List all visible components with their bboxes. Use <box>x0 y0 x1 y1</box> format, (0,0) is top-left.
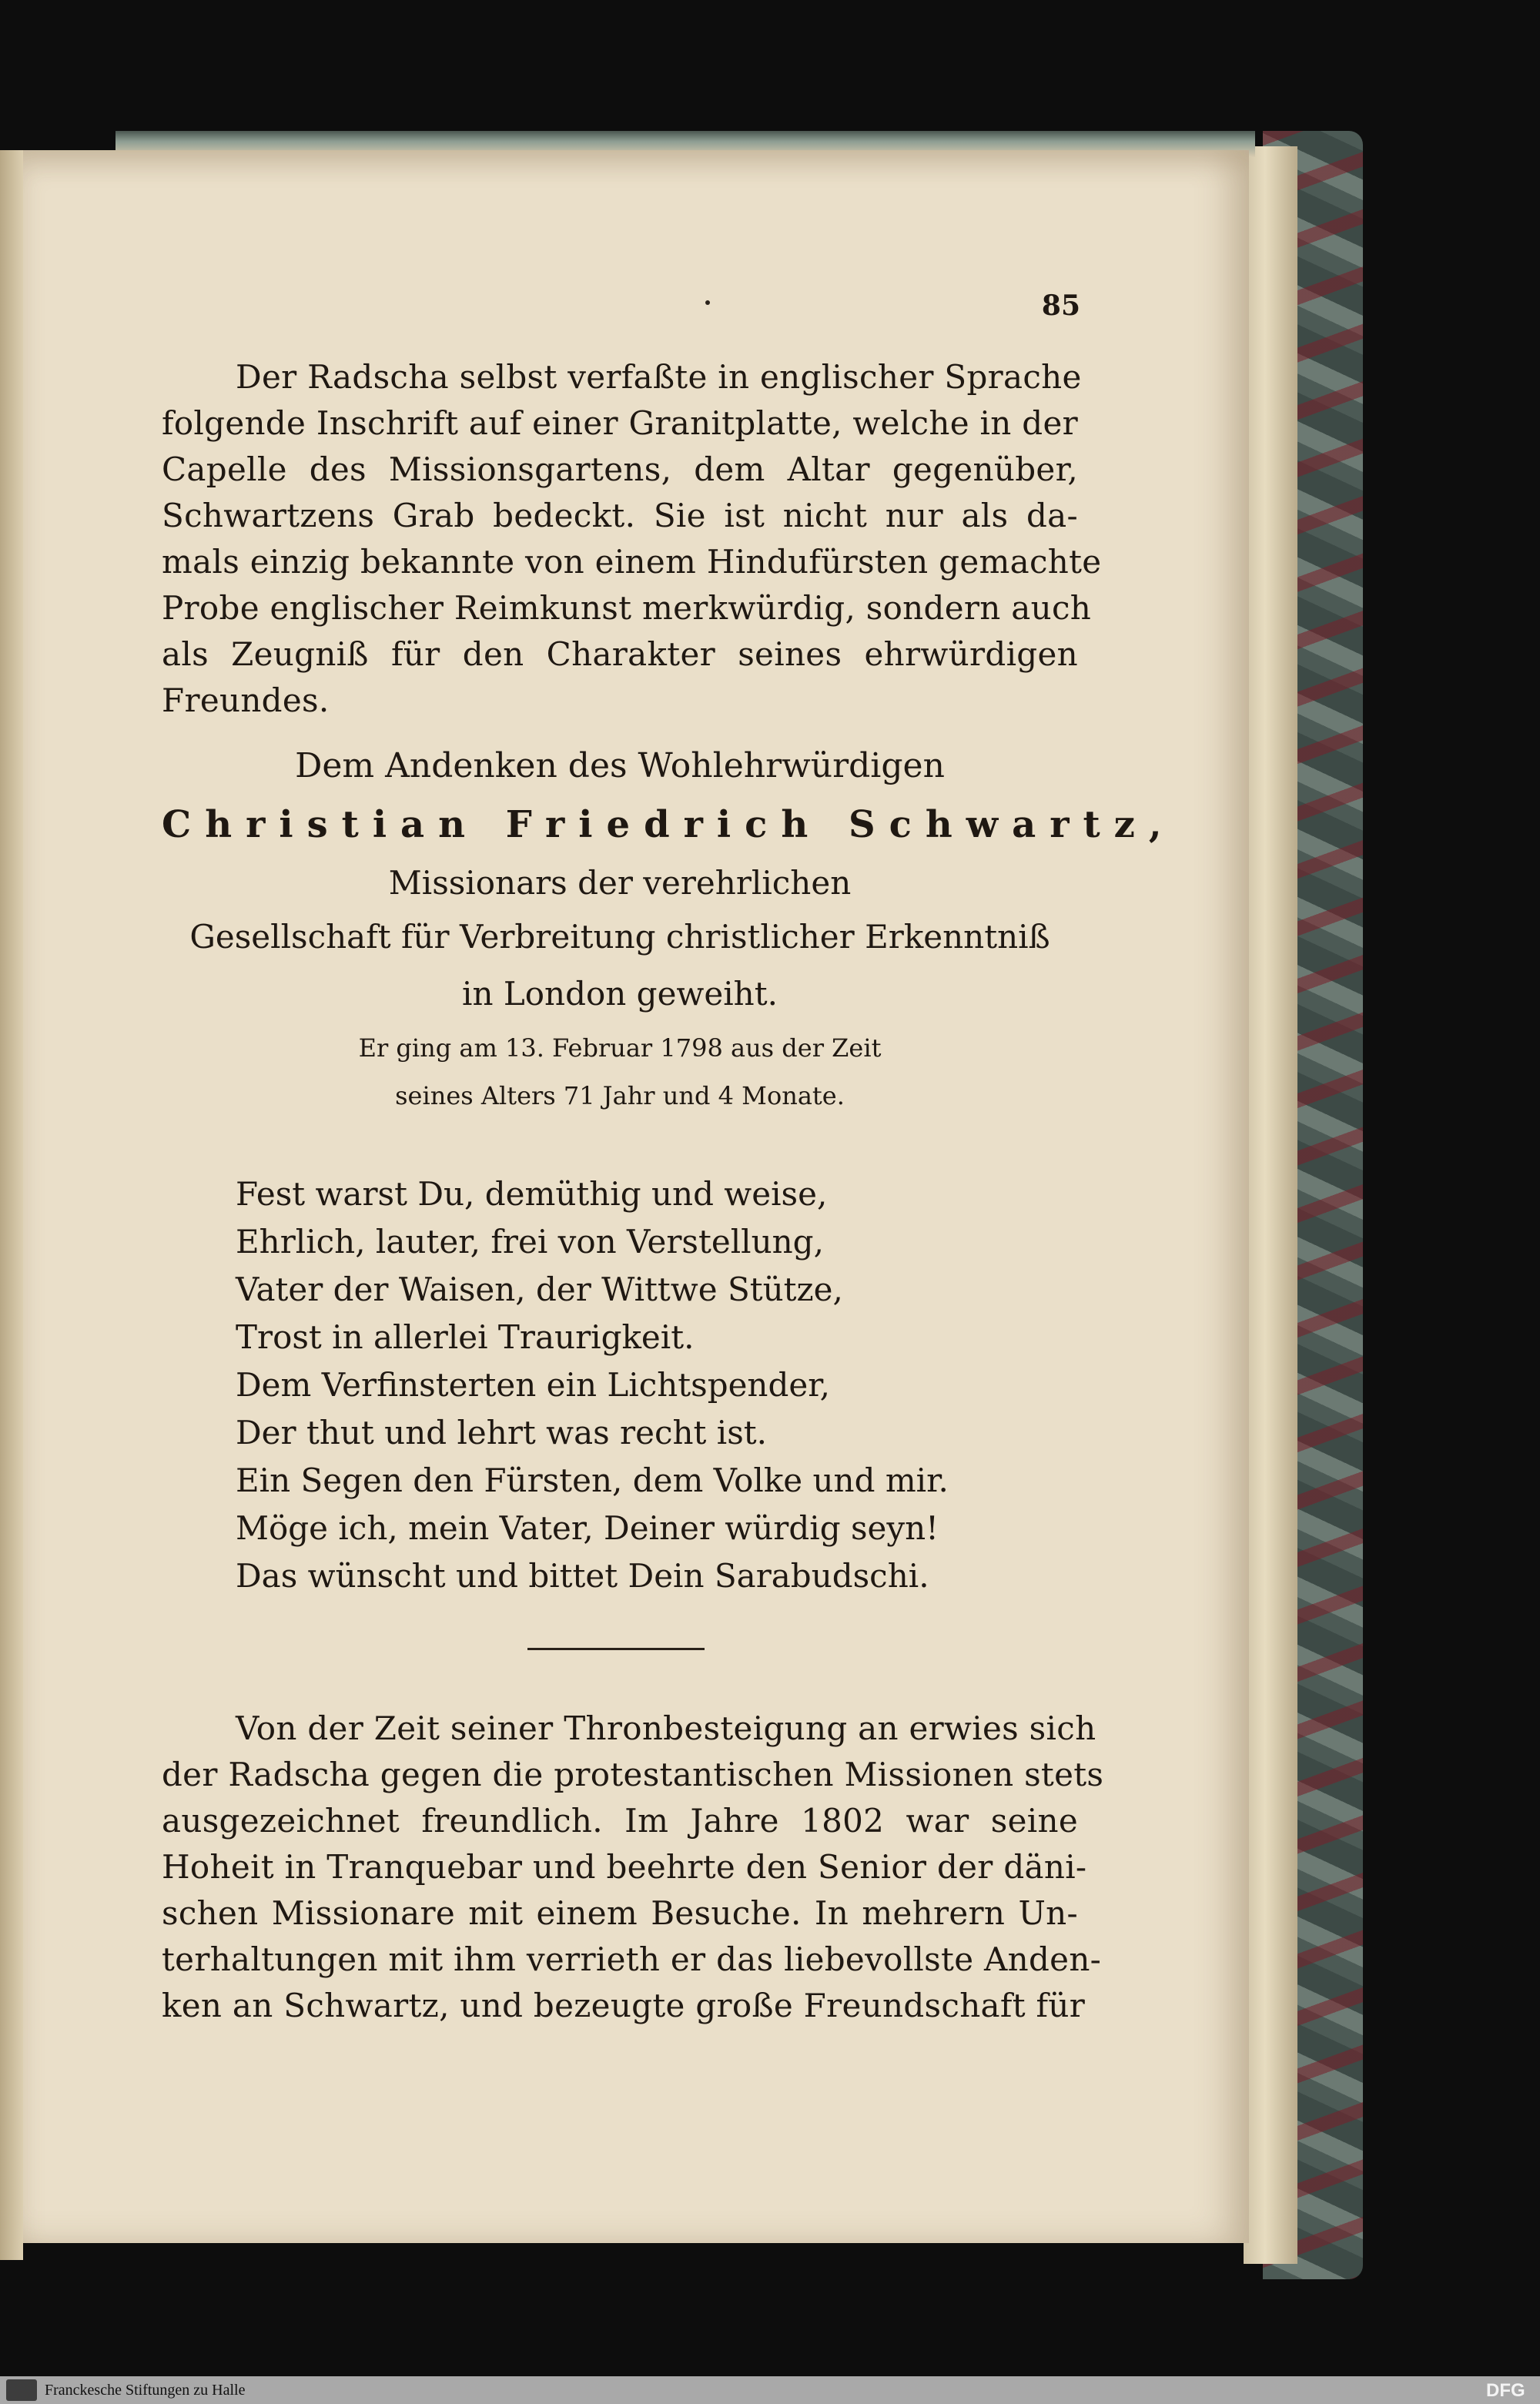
text-line: Capelle des Missionsgartens, dem Altar gegenüber, <box>162 450 1078 488</box>
institution-logo-icon <box>6 2379 37 2401</box>
inscription-dedication: Dem Andenken des Wohlehrwürdigen <box>295 746 945 785</box>
verse-line: Der thut und lehrt was recht ist. <box>236 1414 767 1451</box>
text-line: terhaltungen mit ihm verrieth er das liebevollste Anden- <box>162 1940 1102 1978</box>
inscription <box>162 739 1176 1120</box>
text-line: folgende Inschrift auf einer Granitplatte, welche in der <box>162 404 1078 442</box>
inscription-death-date: Er ging am 13. Februar 1798 aus der Zeit <box>358 1033 882 1063</box>
verse-line: Ein Segen den Fürsten, dem Volke und mir. <box>236 1461 949 1499</box>
page-number: 85 <box>1041 290 1080 322</box>
verse-line: Vater der Waisen, der Wittwe Stütze, <box>236 1271 843 1308</box>
inscription-place: in London geweiht. <box>462 975 778 1013</box>
text-line: Freundes. <box>162 681 330 719</box>
text-line: Hoheit in Tranquebar und beehrte den Senior der däni- <box>162 1848 1087 1886</box>
text-line: schen Missionare mit einem Besuche. In mehrern Un- <box>162 1894 1078 1932</box>
verse <box>162 1170 1078 1600</box>
inscription-age: seines Alters 71 Jahr und 4 Monate. <box>395 1081 845 1110</box>
printer-mark <box>705 300 710 305</box>
verse-line: Dem Verfinsterten ein Lichtspender, <box>236 1366 831 1404</box>
inscription-title: Missionars der verehrlichen <box>388 864 852 902</box>
text-line: der Radscha gegen die protestantischen Missionen stets <box>162 1756 1104 1793</box>
left-page-edge <box>0 150 23 2260</box>
inscription-name: Christian Friedrich Schwartz, <box>162 803 1176 846</box>
inscription-society: Gesellschaft für Verbreitung christlicher Erkenntniß <box>189 918 1050 956</box>
paragraph-intro <box>162 354 1102 724</box>
text-line: mals einzig bekannte von einem Hindufürsten gemachte <box>162 543 1102 581</box>
text-line: ken an Schwartz, und bezeugte große Freundschaft für <box>162 1987 1086 2024</box>
text-line: Der Radscha selbst verfaßte in englischer Sprache <box>236 358 1082 396</box>
section-divider <box>527 1648 705 1650</box>
footer-institution[interactable]: Franckesche Stiftungen zu Halle <box>45 2382 246 2399</box>
paragraph-reign <box>162 1706 1104 2029</box>
footer-dfg-logo[interactable]: DFG <box>1486 2380 1525 2401</box>
verse-line: Fest warst Du, demüthig und weise, <box>236 1175 828 1213</box>
text-line: als Zeugniß für den Charakter seines ehrwürdigen <box>162 635 1078 673</box>
text-line: Schwartzens Grab bedeckt. Sie ist nicht nur als da- <box>162 497 1078 534</box>
verse-line: Ehrlich, lauter, frei von Verstellung, <box>236 1223 824 1261</box>
page-block-edge <box>1244 146 1297 2264</box>
verse-line: Das wünscht und bittet Dein Sarabudschi. <box>236 1557 929 1595</box>
text-line: Probe englischer Reimkunst merkwürdig, sondern auch <box>162 589 1092 627</box>
verse-line: Trost in allerlei Traurigkeit. <box>236 1318 695 1356</box>
text-line: ausgezeichnet freundlich. Im Jahre 1802 war seine <box>162 1802 1078 1840</box>
text-line: Von der Zeit seiner Thronbesteigung an erwies sich <box>236 1709 1096 1747</box>
verse-line: Möge ich, mein Vater, Deiner würdig seyn! <box>236 1509 939 1547</box>
